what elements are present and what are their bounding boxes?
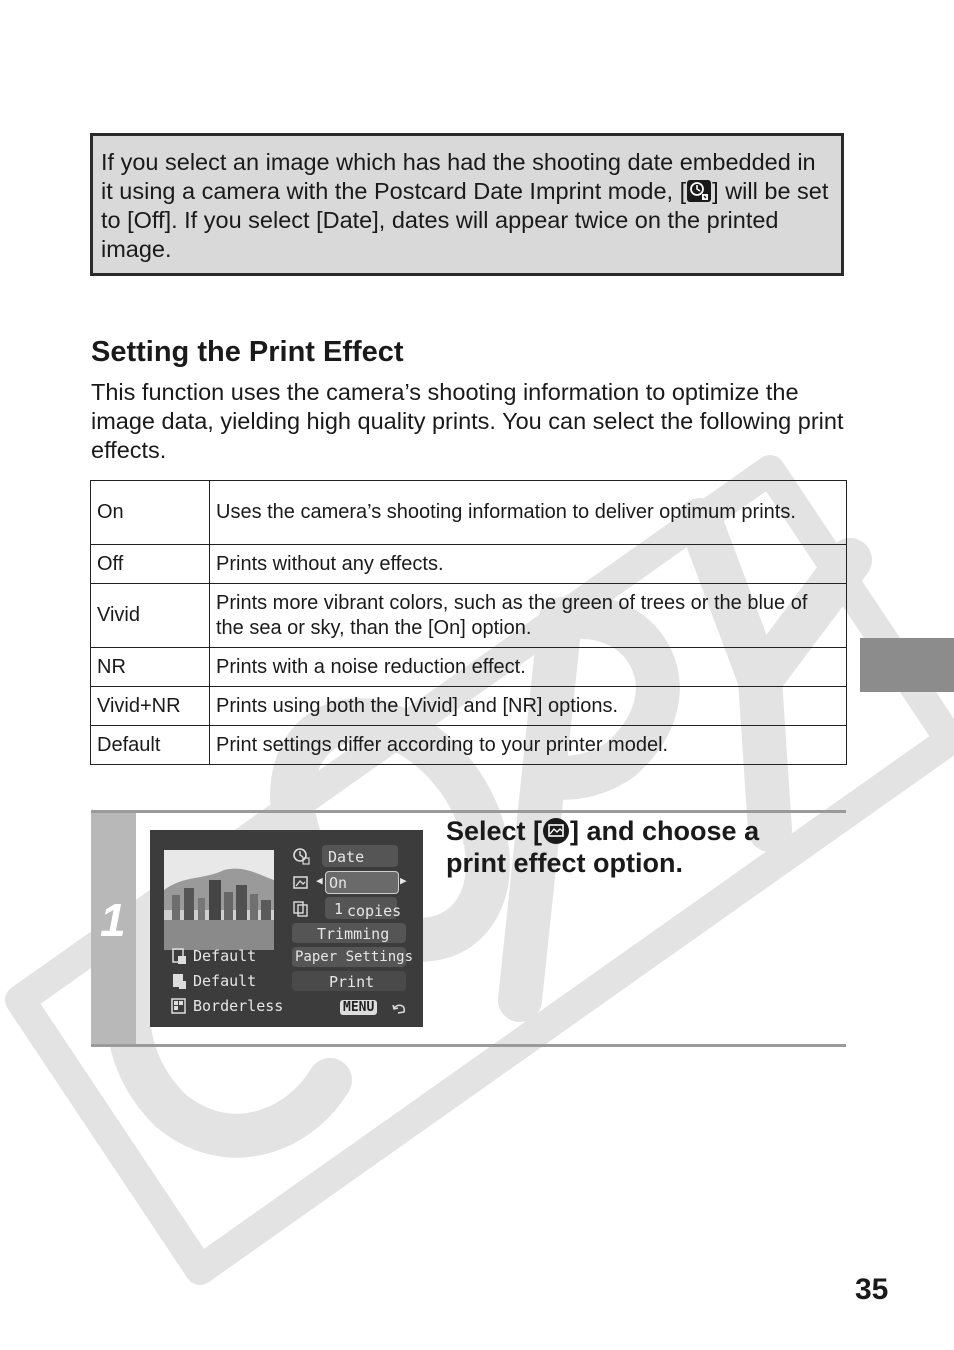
effect-desc: Prints using both the [Vivid] and [NR] options. [210,687,847,726]
effect-key: Off [91,545,210,584]
effect-desc: Prints with a noise reduction effect. [210,648,847,687]
effect-key: Vivid [91,584,210,648]
step-divider-top [91,810,846,813]
lcd-effect-value: On [329,874,348,892]
print-effect-icon [542,817,570,845]
note-text-after: ] will be set to [Off]. If you select [Date], dates will appear twice on the printed image. [101,178,829,262]
lcd-paper-type: Default [193,972,257,990]
lcd-date-option: Date [328,848,365,866]
lcd-copies-count: 1 [334,900,344,918]
camera-lcd-screen [150,830,423,1027]
note-text-before: If you select an image which has had the shooting date embedded in it using a camera with the Postcard Date Imprint mode, [ [101,149,816,204]
table-row [91,687,847,726]
table-row [91,481,847,545]
date-imprint-icon [292,847,310,865]
effect-key: Default [91,726,210,765]
paper-size-icon [170,947,188,965]
return-arrow-icon [390,1000,408,1018]
lcd-layout: Borderless [193,997,284,1015]
effect-desc: Uses the camera’s shooting information to deliver optimum prints. [210,481,847,545]
step-instruction [446,815,826,879]
lcd-trimming-label: Trimming [317,925,390,943]
effect-key: On [91,481,210,545]
effect-desc: Prints without any effects. [210,545,847,584]
table-row [91,584,847,648]
date-imprint-icon [686,179,712,203]
effect-key: NR [91,648,210,687]
effect-desc: Print settings differ according to your printer model. [210,726,847,765]
instruction-text-before: Select [ [446,816,543,846]
section-intro: This function uses the camera’s shooting information to optimize the image data, yielding high quality prints. You can select the following print effects. [91,379,844,463]
effect-key: Vivid+NR [91,687,210,726]
photo-thumbnail [164,850,274,950]
page-number: 35 [855,1273,889,1306]
print-effects-table [90,480,847,765]
chapter-side-tab [860,638,954,692]
print-effect-icon [292,874,310,892]
copies-icon [292,900,310,918]
section-title: Setting the Print Effect [91,336,404,368]
effect-desc: Prints more vibrant colors, such as the green of trees or the blue of the sea or sky, than the [On] option. [210,584,847,648]
paper-type-icon [170,972,188,990]
left-arrow-icon[interactable]: ◀ [316,874,323,887]
layout-icon [170,997,188,1015]
instruction-text-after: ] and choose a print effect option. [446,816,760,878]
lcd-paper-settings-label: Paper Settings [295,949,414,965]
table-row [91,648,847,687]
step-divider-bottom [91,1044,846,1047]
step-number: 1 [100,894,126,946]
lcd-print-label: Print [329,973,375,991]
note-box [90,133,844,276]
table-row [91,726,847,765]
lcd-copies-label: copies [347,902,402,920]
table-row [91,545,847,584]
menu-button-label[interactable]: MENU [340,1000,377,1015]
lcd-paper-size: Default [193,947,257,965]
right-arrow-icon[interactable]: ▶ [400,874,407,887]
